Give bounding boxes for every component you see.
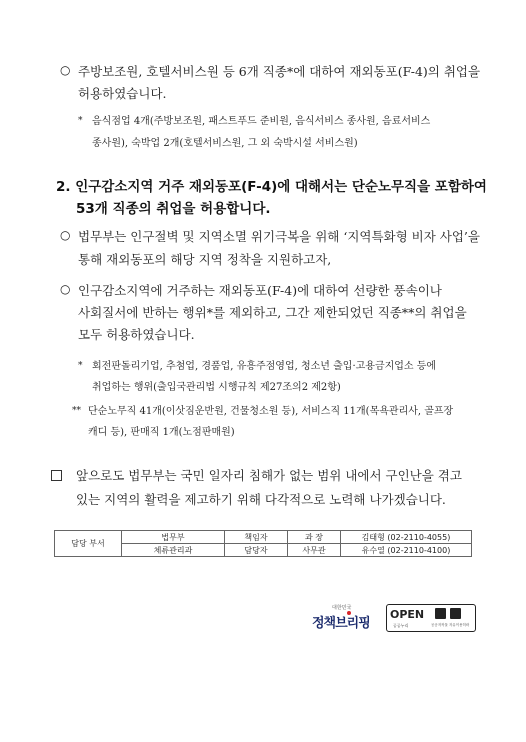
note2-line-1: 단순노무직 41개(이삿짐운반원, 건물청소원 등), 서비스직 11개(목욕관리사, 골프장 [88,406,454,417]
note1-line-1: 회전판돌리기업, 추첨업, 경품업, 유흥주점영업, 청소년 출입·고용금지업소 등에 [92,361,437,372]
note-marker: ** [72,406,81,416]
item2-line-3: 모두 허용하였습니다. [78,327,195,342]
footer-logos [312,604,478,634]
item2-line-2: 사회질서에 반하는 행위*를 제외하고, 그간 제한되었던 직종**의 취업을 [78,305,467,320]
intro-note-line-2: 종사원), 숙박업 2개(호텔서비스원, 그 외 숙박시설 서비스원) [92,138,358,149]
item2-line-1: 인구감소지역에 거주하는 재외동포(F-4)에 대하여 선량한 풍속이나 [78,283,442,298]
contact-person: 김태형 (02-2110-4055) [341,531,472,544]
open-license-text: OPEN [390,608,425,621]
open-license-badge [386,604,476,632]
org-name: 법무부 [122,531,225,544]
note-marker: * [78,116,83,126]
role-label: 책임자 [225,531,288,544]
contact-person: 유수열 (02-2110-4100) [341,544,472,557]
note2-line-2: 캐디 등), 판매직 1개(노점판매원) [88,427,235,438]
note-marker: * [78,361,83,371]
item1-line-1: 법무부는 인구절벽 및 지역소멸 위기극복을 위해 ‘지역특화형 비자 사업’을 [78,229,480,244]
note1-line-2: 취업하는 행위(출입국관리법 시행규칙 제27조의2 제2항) [92,382,341,393]
contact-table [54,530,472,557]
closing-line-2: 있는 지역의 활력을 제고하기 위해 다각적으로 노력해 나가겠습니다. [76,492,446,507]
logo-dot-icon [347,611,351,615]
section-heading-line-1: 2. 인구감소지역 거주 재외동포(F-4)에 대해서는 단순노무직을 포함하여 [56,179,487,195]
policy-briefing-logo: 정책브리핑 [312,616,370,631]
role-label: 담당자 [225,544,288,557]
dept-label: 담당 부서 [55,531,122,557]
open-license-subtext: 공공누리 [393,623,409,628]
section-heading-line-2: 53개 직종의 취업을 허용합니다. [76,201,271,217]
item1-line-2: 통해 재외동포의 해당 지역 정착을 지원하고자, [78,252,332,267]
title-label: 과 장 [288,531,341,544]
intro-note-line-1: 음식점업 4개(주방보조원, 패스트푸드 준비원, 음식서비스 종사원, 음료서비스 [92,116,431,127]
intro-line-1: 주방보조원, 호텔서비스원 등 6개 직종*에 대하여 재외동포(F-4)의 취업을 [78,64,481,79]
logo-small-text: 대한민국 [332,605,352,611]
person-icon [450,608,461,619]
bullet-circle: ○ [60,282,71,296]
division-name: 체류관리과 [122,544,225,557]
intro-line-2: 허용하였습니다. [78,86,167,101]
bullet-circle: ○ [60,63,71,77]
closing-line-1: 앞으로도 법무부는 국민 일자리 침해가 없는 범위 내에서 구인난을 겪고 [76,468,462,483]
person-icon [435,608,446,619]
bullet-circle: ○ [60,228,71,242]
license-caption: 공공저작물 자유이용허락 [431,623,470,627]
square-bullet-icon [51,470,62,481]
title-label: 사무관 [288,544,341,557]
